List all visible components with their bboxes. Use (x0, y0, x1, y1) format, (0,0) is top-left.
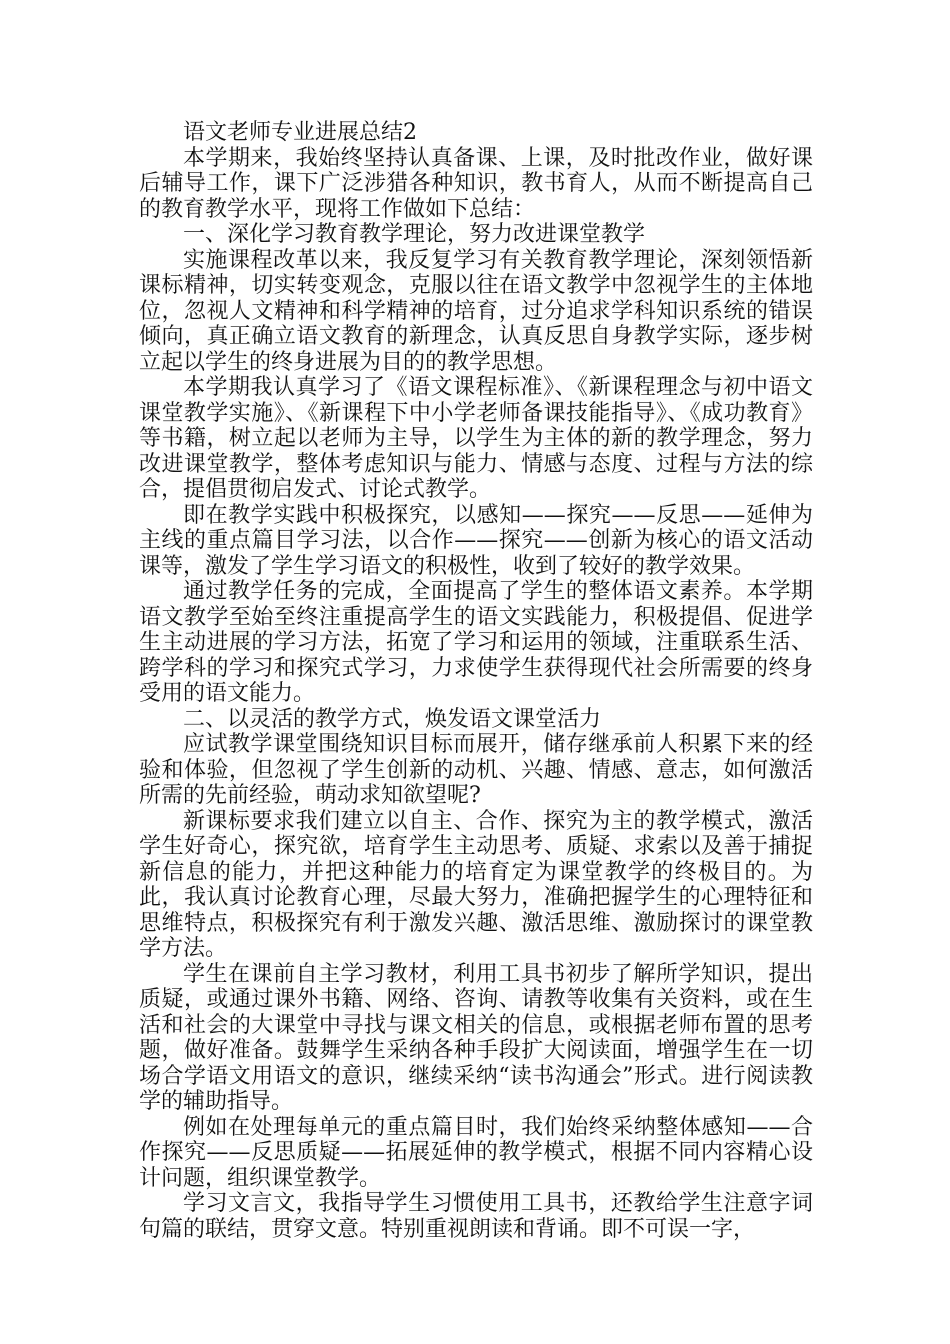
document-body (139, 120, 813, 1242)
paragraph: 即在教学实践中积极探究，以感知——探究——反思——延伸为主线的重点篇目学习法，以合作——探究——创新为核心的语文活动课等，激发了学生学习语文的积极性，收到了较好的教学效果。 (139, 502, 813, 579)
paragraph: 学习文言文，我指导学生习惯使用工具书，还教给学生注意字词句篇的联结，贯穿文意。特别重视朗读和背诵。即不可误一字， (139, 1191, 813, 1242)
section-heading-2: 二、以灵活的教学方式，焕发语文课堂活力 (183, 706, 602, 732)
paragraph: 实施课程改革以来，我反复学习有关教育教学理论，深刻领悟新课标精神，切实转变观念，克服以往在语文教学中忽视学生的主体地位，忽视人文精神和科学精神的培育，过分追求学科知识系统的错误倾向，真正确立语文教育的新理念，认真反思自身教学实际，逐步树立起以学生的终身进展为目的的教学思想。 (139, 247, 813, 375)
paragraph: 学生在课前自主学习教材，利用工具书初步了解所学知识，提出质疑，或通过课外书籍、网络、咨询、请教等收集有关资料，或在生活和社会的大课堂中寻找与课文相关的信息，或根据老师布置的思考题，做好准备。鼓舞学生采纳各种手段扩大阅读面，增强学生在一切场合学语文用语文的意识，继续采纳“读书沟通会”形式。进行阅读教学的辅助指导。 (139, 961, 813, 1114)
paragraph-intro: 本学期来，我始终坚持认真备课、上课，及时批改作业，做好课后辅导工作，课下广泛涉猎各种知识，教书育人，从而不断提高自己的教育教学水平，现将工作做如下总结： (139, 145, 813, 222)
document-title: 语文老师专业进展总结2 (183, 120, 417, 145)
paragraph: 本学期我认真学习了《语文课程标准》、《新课程理念与初中语文课堂教学实施》、《新课程下中小学老师备课技能指导》、《成功教育》等书籍，树立起以老师为主导，以学生为主体的新的教学理念，努力改进课堂教学，整体考虑知识与能力、情感与态度、过程与方法的综合，提倡贯彻启发式、讨论式教学。 (139, 375, 813, 502)
paragraph: 新课标要求我们建立以自主、合作、探究为主的教学模式，激活学生好奇心，探究欲，培育学生主动思考、质疑、求索以及善于捕捉新信息的能力，并把这种能力的培育定为课堂教学的终极目的。为此，我认真讨论教育心理，尽最大努力，准确把握学生的心理特征和思维特点，积极探究有利于激发兴趣、激活思维、激励探讨的课堂教学方法。 (139, 808, 813, 961)
paragraph: 通过教学任务的完成，全面提高了学生的整体语文素养。本学期语文教学至始至终注重提高学生的语文实践能力，积极提倡、促进学生主动进展的学习方法，拓宽了学习和运用的领域，注重联系生活、跨学科的学习和探究式学习，力求使学生获得现代社会所需要的终身受用的语文能力。 (139, 579, 813, 706)
paragraph: 应试教学课堂围绕知识目标而展开，储存继承前人积累下来的经验和体验，但忽视了学生创新的动机、兴趣、情感、意志，如何激活所需的先前经验，萌动求知欲望呢? (139, 732, 813, 808)
section-heading-1: 一、深化学习教育教学理论，努力改进课堂教学 (183, 222, 646, 247)
paragraph: 例如在处理每单元的重点篇目时，我们始终采纳整体感知——合作探究——反思质疑——拓展延伸的教学模式，根据不同内容精心设计问题，组织课堂教学。 (139, 1114, 813, 1191)
